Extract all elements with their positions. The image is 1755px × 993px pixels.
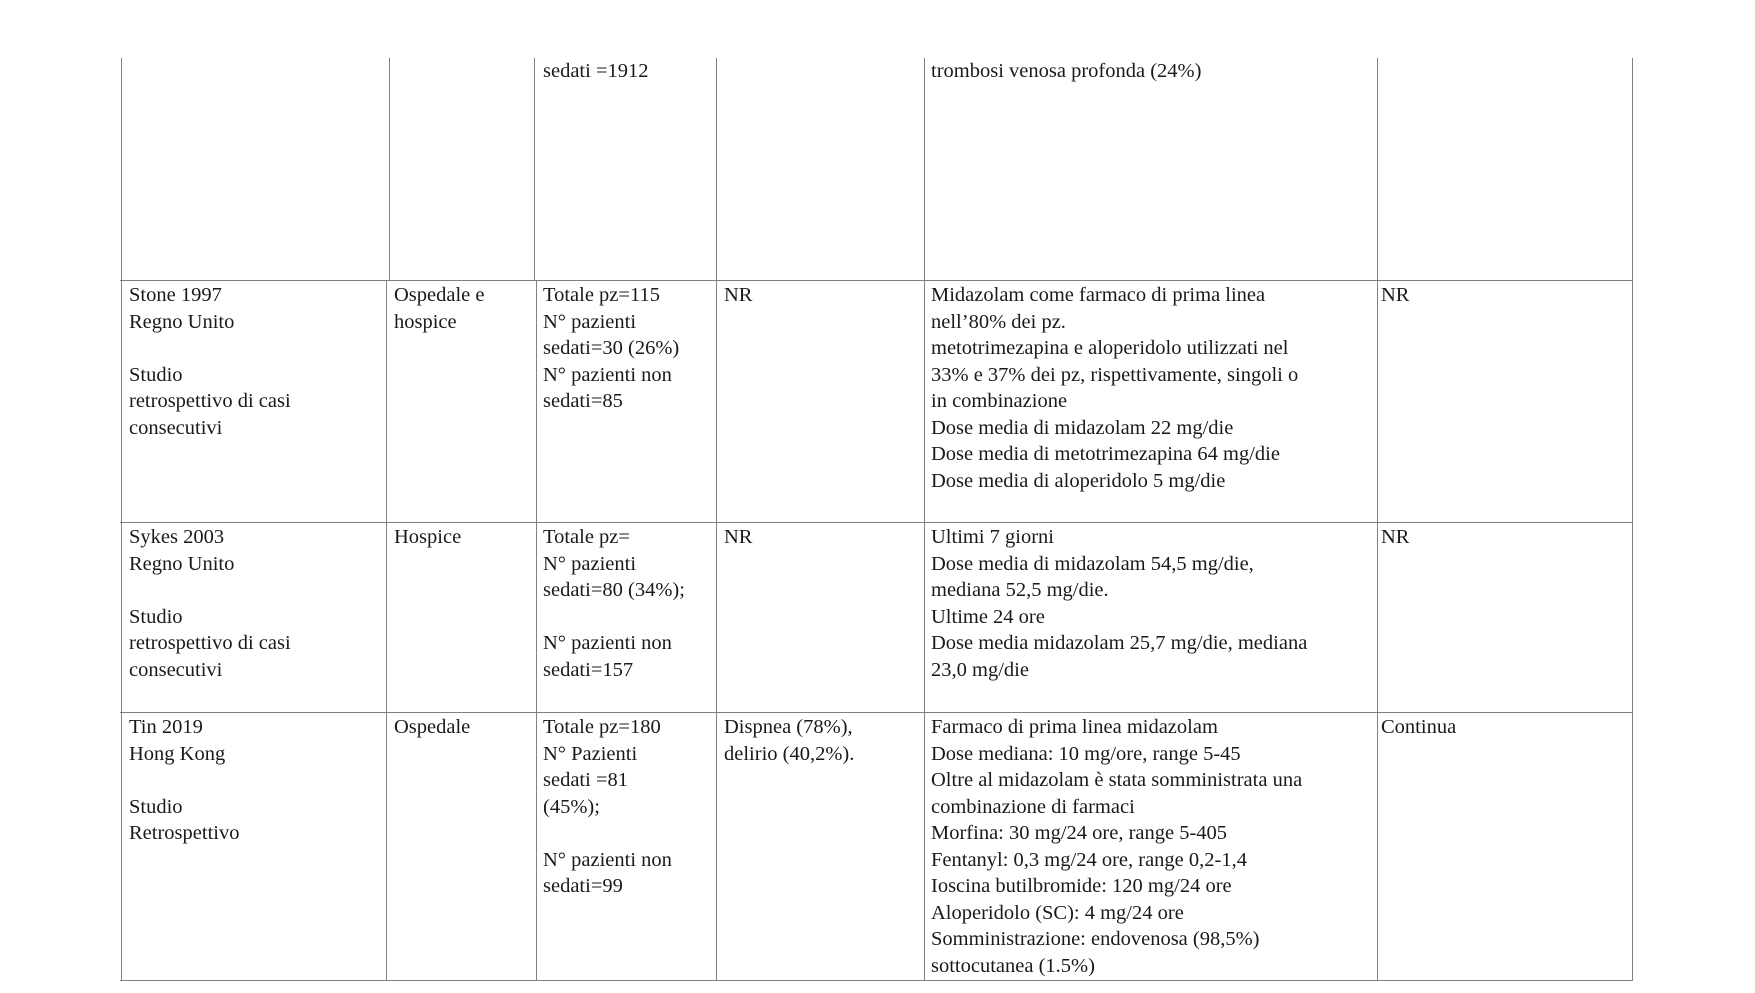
cell-text-line: Farmaco di prima linea midazolam bbox=[931, 716, 1218, 738]
cell-text-line: N° pazienti bbox=[543, 310, 637, 333]
cell-text-line: delirio (40,2%). bbox=[724, 742, 855, 765]
cell-text-line: sedati=99 bbox=[543, 875, 623, 897]
cell-text-line: 33% e 37% dei pz, rispettivamente, singoli o bbox=[931, 363, 1299, 386]
table-cell bbox=[1381, 714, 1456, 741]
cell-text-line bbox=[129, 577, 291, 604]
cell-text-line: Totale pz=115 bbox=[543, 284, 660, 306]
cell-text-line: NR bbox=[1381, 526, 1410, 548]
table-cell bbox=[724, 714, 854, 767]
table-border-vertical bbox=[924, 280, 925, 523]
cell-text-line: sedati=85 bbox=[543, 390, 623, 412]
cell-text-line: Ultimi 7 giorni bbox=[931, 526, 1054, 548]
cell-text-line: Dose media di midazolam 54,5 mg/die, bbox=[931, 552, 1254, 575]
table-border-vertical bbox=[716, 522, 717, 713]
cell-text-line: sottocutanea (1.5%) bbox=[931, 954, 1095, 977]
cell-text-line: Morfina: 30 mg/24 ore, range 5-405 bbox=[931, 822, 1228, 844]
table-cell bbox=[394, 282, 485, 335]
cell-text-line: N° Pazienti bbox=[543, 742, 638, 765]
table-cell bbox=[724, 282, 752, 309]
table-border-vertical bbox=[389, 58, 390, 281]
table-border-horizontal bbox=[120, 980, 1632, 981]
table-border-horizontal bbox=[120, 522, 1632, 523]
cell-text-line: Ospedale e bbox=[394, 284, 485, 306]
cell-text-line: Dose media di metotrimezapina 64 mg/die bbox=[931, 443, 1280, 465]
table-border-vertical bbox=[121, 712, 122, 981]
cell-text-line: Totale pz= bbox=[543, 526, 630, 548]
table-border-vertical bbox=[1632, 522, 1633, 713]
cell-text-line: Studio bbox=[129, 795, 183, 818]
cell-text-line: sedati=80 (34%); bbox=[543, 579, 685, 601]
cell-text-line: Hong Kong bbox=[129, 742, 226, 765]
table-border-vertical bbox=[1632, 712, 1633, 981]
table-cell bbox=[394, 524, 461, 551]
cell-text-line: N° pazienti bbox=[543, 552, 637, 575]
cell-text-line: Continua bbox=[1381, 716, 1457, 738]
cell-text-line: sedati =1912 bbox=[543, 60, 649, 82]
cell-text-line: Studio bbox=[129, 605, 183, 628]
cell-text-line: retrospettivo di casi bbox=[129, 390, 291, 412]
table-cell bbox=[931, 58, 1201, 85]
table-border-vertical bbox=[536, 712, 537, 981]
cell-text-line: Midazolam come farmaco di prima linea bbox=[931, 284, 1266, 306]
table-cell bbox=[931, 714, 1302, 979]
table-border-vertical bbox=[536, 280, 537, 523]
cell-text-line: Dose media di midazolam 22 mg/die bbox=[931, 416, 1234, 439]
table-cell bbox=[129, 282, 291, 441]
table-cell bbox=[724, 524, 752, 551]
table-border-vertical bbox=[121, 58, 122, 281]
table-border-vertical bbox=[716, 280, 717, 523]
table-border-vertical bbox=[924, 58, 925, 281]
cell-text-line: Ospedale bbox=[394, 716, 471, 738]
table-cell bbox=[129, 714, 239, 847]
cell-text-line: sedati=30 (26%) bbox=[543, 337, 680, 359]
cell-text-line: NR bbox=[724, 284, 753, 306]
table-border-vertical bbox=[1377, 280, 1378, 523]
table-border-vertical bbox=[716, 712, 717, 981]
cell-text-line: nell’80% dei pz. bbox=[931, 310, 1066, 333]
table-border-vertical bbox=[1632, 58, 1633, 281]
cell-text-line: Fentanyl: 0,3 mg/24 ore, range 0,2-1,4 bbox=[931, 848, 1247, 871]
table-cell bbox=[543, 282, 679, 415]
table-cell bbox=[931, 524, 1307, 683]
table-cell bbox=[543, 58, 649, 85]
table-border-vertical bbox=[386, 280, 387, 523]
table-border-vertical bbox=[1632, 280, 1633, 523]
cell-text-line: Studio bbox=[129, 363, 183, 386]
cell-text-line bbox=[129, 767, 239, 794]
cell-text-line: metotrimezapina e aloperidolo utilizzati nel bbox=[931, 337, 1289, 359]
cell-text-line bbox=[129, 335, 291, 362]
table-border-vertical bbox=[121, 522, 122, 713]
cell-text-line: Totale pz=180 bbox=[543, 716, 661, 738]
table-cell bbox=[1381, 282, 1409, 309]
table-cell bbox=[129, 524, 291, 683]
table-border-vertical bbox=[924, 712, 925, 981]
table-border-vertical bbox=[1377, 712, 1378, 981]
cell-text-line: consecutivi bbox=[129, 416, 223, 439]
table-cell bbox=[931, 282, 1298, 494]
cell-text-line: Oltre al midazolam è stata somministrata una bbox=[931, 769, 1303, 791]
cell-text-line: NR bbox=[724, 526, 753, 548]
table-border-vertical bbox=[386, 712, 387, 981]
cell-text-line bbox=[543, 820, 672, 847]
cell-text-line: mediana 52,5 mg/die. bbox=[931, 579, 1109, 601]
cell-text-line: Somministrazione: endovenosa (98,5%) bbox=[931, 928, 1260, 950]
cell-text-line: in combinazione bbox=[931, 390, 1068, 412]
table-border-vertical bbox=[121, 280, 122, 523]
table-border-vertical bbox=[386, 522, 387, 713]
cell-text-line: Ultime 24 ore bbox=[931, 605, 1045, 628]
cell-text-line: trombosi venosa profonda (24%) bbox=[931, 60, 1202, 82]
cell-text-line: NR bbox=[1381, 284, 1410, 306]
cell-text-line: Dispnea (78%), bbox=[724, 716, 853, 738]
cell-text-line: retrospettivo di casi bbox=[129, 632, 291, 654]
table-border-vertical bbox=[924, 522, 925, 713]
table-cell bbox=[543, 714, 672, 900]
cell-text-line: N° pazienti non bbox=[543, 363, 672, 386]
cell-text-line: Dose media midazolam 25,7 mg/die, mediana bbox=[931, 632, 1308, 654]
cell-text-line: N° pazienti non bbox=[543, 848, 672, 871]
cell-text-line: 23,0 mg/die bbox=[931, 658, 1029, 681]
cell-text-line: Dose mediana: 10 mg/ore, range 5-45 bbox=[931, 742, 1241, 765]
table-border-horizontal bbox=[120, 280, 1632, 281]
cell-text-line: (45%); bbox=[543, 795, 600, 818]
table-border-horizontal bbox=[120, 712, 1632, 713]
cell-text-line: Ioscina butilbromide: 120 mg/24 ore bbox=[931, 875, 1232, 897]
cell-text-line: Retrospettivo bbox=[129, 822, 240, 844]
table-border-vertical bbox=[534, 58, 535, 281]
cell-text-line: Stone 1997 bbox=[129, 284, 222, 306]
cell-text-line: consecutivi bbox=[129, 658, 223, 681]
table-cell bbox=[1381, 524, 1409, 551]
table-border-vertical bbox=[716, 58, 717, 281]
table-border-vertical bbox=[536, 522, 537, 713]
table-cell bbox=[394, 714, 470, 741]
cell-text-line: Dose media di aloperidolo 5 mg/die bbox=[931, 469, 1226, 492]
cell-text-line: Hospice bbox=[394, 526, 462, 548]
cell-text-line: Regno Unito bbox=[129, 310, 235, 333]
cell-text-line: hospice bbox=[394, 310, 457, 333]
cell-text-line: Tin 2019 bbox=[129, 716, 203, 738]
cell-text-line: Aloperidolo (SC): 4 mg/24 ore bbox=[931, 901, 1184, 924]
table-border-vertical bbox=[1377, 522, 1378, 713]
cell-text-line bbox=[543, 604, 685, 631]
cell-text-line: sedati =81 bbox=[543, 769, 629, 791]
cell-text-line: combinazione di farmaci bbox=[931, 795, 1135, 818]
table-border-vertical bbox=[1377, 58, 1378, 281]
cell-text-line: Regno Unito bbox=[129, 552, 235, 575]
cell-text-line: Sykes 2003 bbox=[129, 526, 225, 548]
cell-text-line: N° pazienti non bbox=[543, 632, 672, 654]
table-cell bbox=[543, 524, 685, 683]
cell-text-line: sedati=157 bbox=[543, 658, 634, 681]
